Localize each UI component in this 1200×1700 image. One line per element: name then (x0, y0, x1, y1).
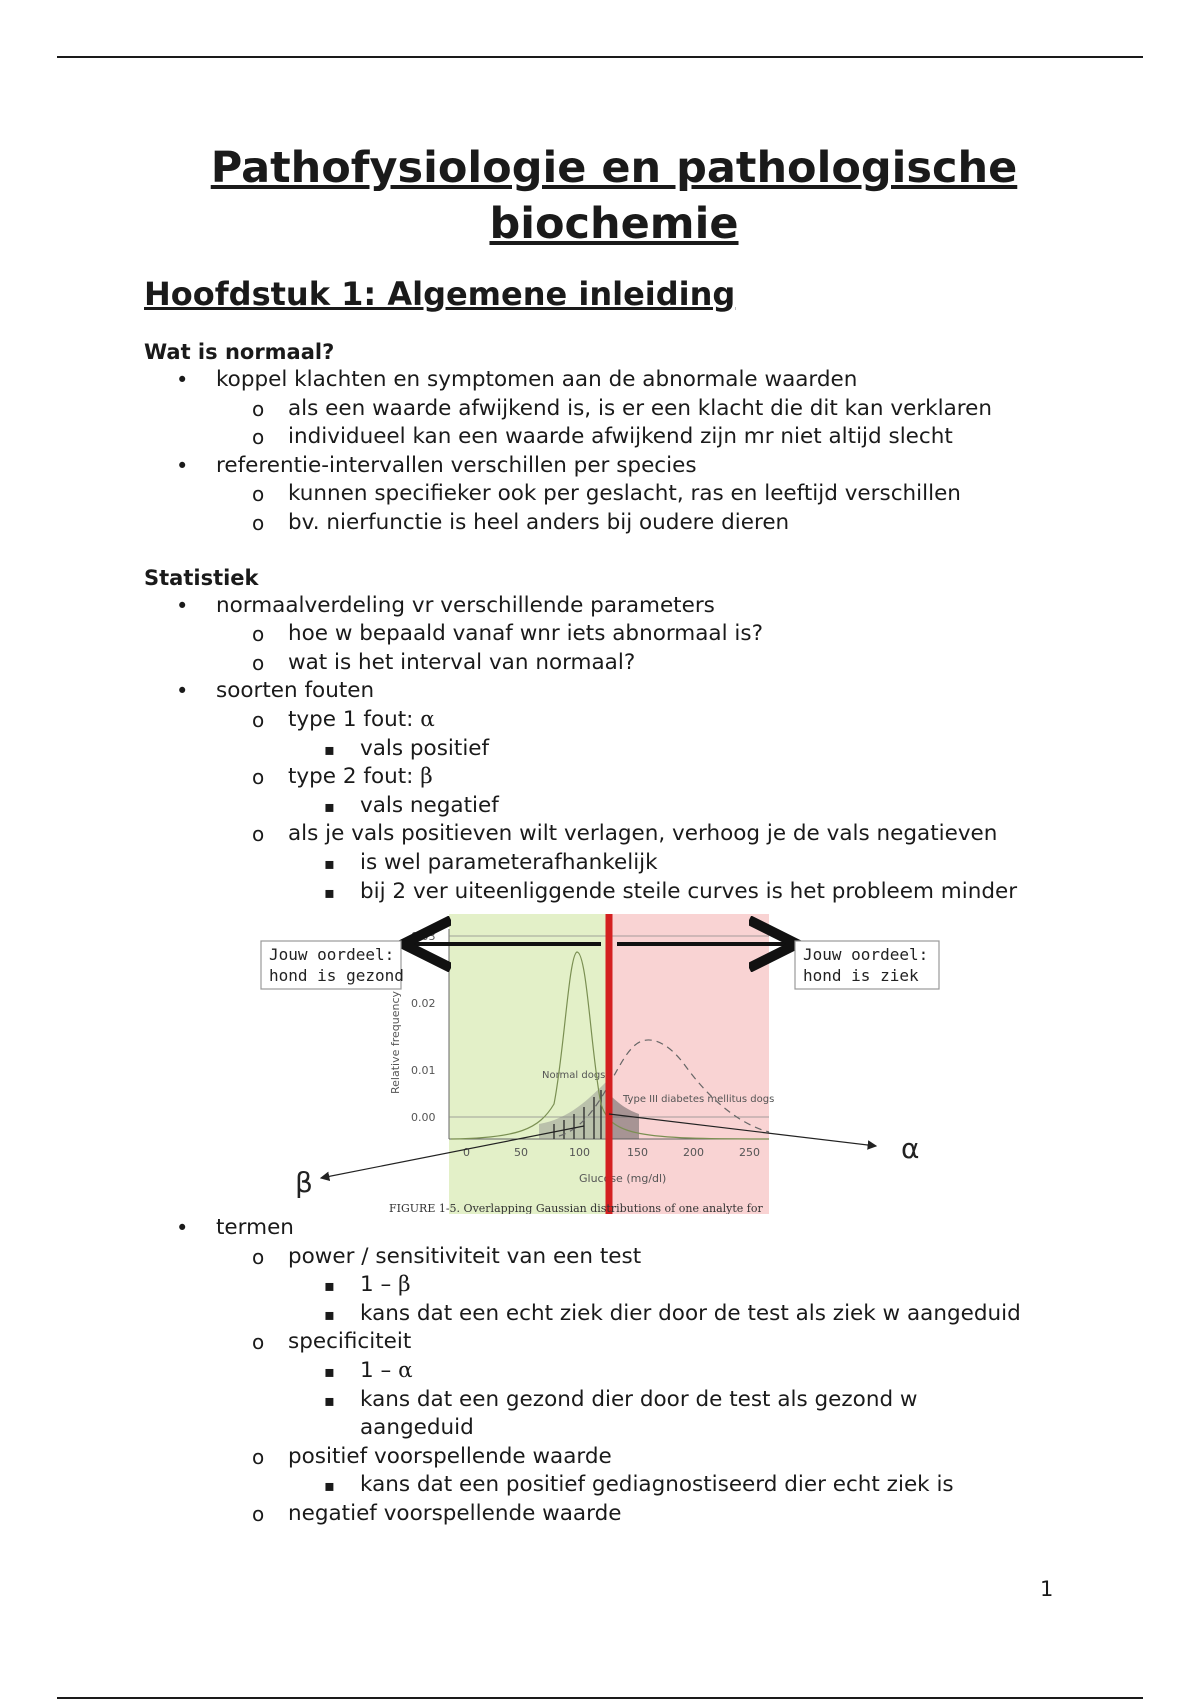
beta-label: β (295, 1166, 313, 1200)
square-marker: ▪ (324, 853, 335, 873)
list-item: ▪ vals positief (144, 735, 1084, 764)
circle-marker: o (252, 1330, 265, 1355)
list-item: o hoe w bepaald vanaf wnr iets abnormaal is? (144, 620, 1084, 649)
page-number: 1 (1040, 1577, 1054, 1601)
x-tick-label: 200 (683, 1146, 704, 1160)
list-item: o bv. nierfunctie is heel anders bij oudere dieren (144, 509, 1084, 538)
section-heading-wat-is-normaal: Wat is normaal? (144, 340, 335, 364)
list-item: ▪ kans dat een echt ziek dier door de test als ziek w aangeduid (144, 1300, 1084, 1329)
square-marker: ▪ (324, 739, 335, 759)
circle-marker: o (252, 510, 265, 535)
left-box-text: hond is gezond (269, 966, 404, 986)
beta-symbol: β (420, 764, 433, 790)
circle-marker: o (252, 1502, 265, 1527)
bullet-marker: • (176, 368, 189, 392)
list-item: ▪ bij 2 ver uiteenliggende steile curves is het probleem minder (144, 878, 1084, 907)
x-tick-label: 0 (463, 1146, 470, 1160)
list-item: ▪ vals negatief (144, 792, 1084, 821)
left-box-text: Jouw oordeel: (269, 945, 395, 965)
y-tick-label: 0.03 (411, 930, 436, 944)
list-item: ▪ is wel parameterafhankelijk (144, 849, 1084, 878)
list-item: • koppel klachten en symptomen aan de abnormale waarden (144, 366, 1084, 395)
list-item: o type 2 fout: β (144, 763, 1084, 792)
circle-marker: o (252, 1244, 265, 1269)
list-item: ▪ 1 – β (144, 1271, 1084, 1300)
list-item: o type 1 fout: α (144, 706, 1084, 735)
alpha-label: α (901, 1132, 920, 1166)
document-title: Pathofysiologie en pathologische biochemie (210, 143, 1018, 249)
square-marker: ▪ (324, 882, 335, 902)
square-marker: ▪ (324, 1304, 335, 1324)
top-rule (57, 56, 1143, 58)
list-item: ▪ 1 – α (144, 1357, 1084, 1386)
right-box-text: Jouw oordeel: (803, 945, 929, 965)
x-tick-label: 150 (627, 1146, 648, 1160)
normal-zone (449, 914, 609, 1214)
list-item: ▪ kans dat een positief gediagnostiseerd dier echt ziek is (144, 1471, 1084, 1500)
bullet-marker: • (176, 453, 189, 478)
circle-marker: o (252, 822, 265, 847)
list-item: • soorten fouten (144, 677, 1084, 706)
y-axis-label: Relative frequency (389, 991, 402, 1095)
circle-marker: o (252, 707, 265, 732)
list-item: ▪ kans dat een gezond dier door de test als gezond w (144, 1386, 1084, 1415)
list-item: • referentie-intervallen verschillen per species (144, 452, 1084, 481)
x-tick-label: 50 (514, 1146, 528, 1160)
section1-list (144, 366, 1084, 538)
list-item: • normaalverdeling vr verschillende parameters (144, 592, 1084, 621)
alpha-symbol: α (420, 706, 435, 732)
figure-caption: FIGURE 1-5. Overlapping Gaussian distributions of one analyte for (389, 1202, 763, 1215)
normal-dogs-label: Normal dogs (542, 1070, 606, 1082)
square-marker: ▪ (324, 1276, 335, 1296)
alpha-symbol: α (398, 1358, 413, 1384)
list-item: o individueel kan een waarde afwijkend zijn mr niet altijd slecht (144, 423, 1084, 452)
list-item: o wat is het interval van normaal? (144, 649, 1084, 678)
list-item: o power / sensitiviteit van een test (144, 1243, 1084, 1272)
square-marker: ▪ (324, 796, 335, 816)
beta-symbol: β (398, 1272, 411, 1298)
bullet-marker: • (176, 679, 189, 704)
circle-marker: o (252, 650, 265, 675)
list-item: o negatief voorspellende waarde (144, 1500, 1084, 1529)
circle-marker: o (252, 396, 265, 421)
list-item: o kunnen specifieker ook per geslacht, ras en leeftijd verschillen (144, 480, 1084, 509)
disease-zone (609, 914, 769, 1214)
square-marker: ▪ (324, 1390, 335, 1410)
square-marker: ▪ (324, 1362, 335, 1382)
y-tick-label: 0.00 (411, 1111, 436, 1125)
section2-list (144, 592, 1084, 907)
x-tick-label: 250 (739, 1146, 760, 1160)
list-item-continuation: aangeduid (360, 1415, 474, 1441)
square-marker: ▪ (324, 1476, 335, 1496)
chapter-heading: Hoofdstuk 1: Algemene inleiding (144, 275, 736, 313)
circle-marker: o (252, 765, 265, 790)
bottom-rule (57, 1697, 1143, 1699)
x-tick-label: 100 (569, 1146, 590, 1160)
y-tick-label: 0.02 (411, 997, 436, 1011)
list-item: o als je vals positieven wilt verlagen, verhoog je de vals negatieven (144, 820, 1084, 849)
list-item: • termen (144, 1214, 1084, 1243)
circle-marker: o (252, 482, 265, 507)
x-axis-label: Glucose (mg/dl) (579, 1172, 667, 1186)
list-item: o specificiteit (144, 1328, 1084, 1357)
list-item: o positief voorspellende waarde (144, 1443, 1084, 1472)
right-box-text: hond is ziek (803, 966, 919, 986)
bullet-marker: • (176, 1216, 189, 1241)
diabetes-dogs-label: Type III diabetes mellitus dogs (623, 1094, 775, 1106)
bullet-marker: • (176, 593, 189, 618)
figure-svg (239, 914, 959, 1214)
section-heading-statistiek: Statistiek (144, 565, 259, 590)
list-item: o als een waarde afwijkend is, is er een klacht die dit kan verklaren (144, 395, 1084, 424)
circle-marker: o (252, 1444, 265, 1469)
y-tick-label: 0.01 (411, 1064, 436, 1078)
document-body (144, 140, 1084, 1529)
section3-list (144, 1214, 1084, 1529)
gaussian-overlap-figure (239, 914, 959, 1214)
circle-marker: o (252, 622, 265, 647)
circle-marker: o (252, 425, 265, 450)
